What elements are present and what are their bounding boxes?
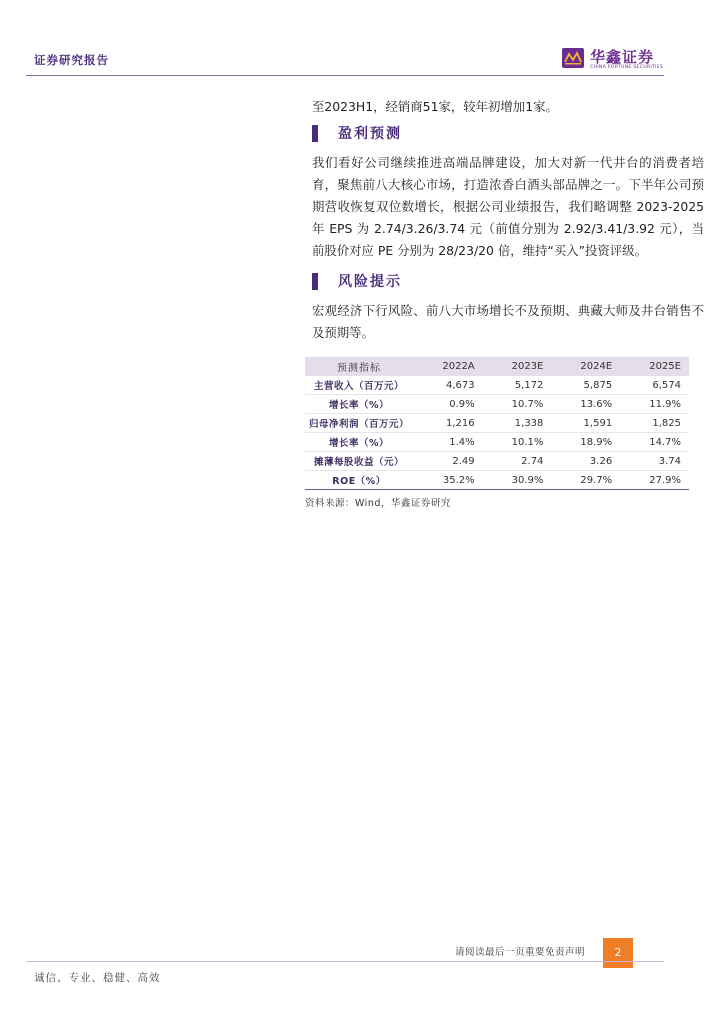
metric-cell: 主营收入（百万元） <box>313 381 404 392</box>
value-cell: 5,875 <box>583 379 613 391</box>
column-header: 2024E <box>580 361 613 372</box>
value-cell: 4,673 <box>446 379 475 391</box>
section-marker-icon <box>312 125 318 142</box>
metric-cell: 归母净利润（百万元） <box>308 419 409 430</box>
value-cell: 0.9% <box>449 398 475 410</box>
table-header-row <box>305 357 689 376</box>
value-cell: 11.9% <box>649 398 681 410</box>
value-cell: 1,591 <box>583 417 613 429</box>
company-logo <box>562 46 672 72</box>
metric-cell: 摊薄每股收益（元） <box>313 457 404 468</box>
value-cell: 14.7% <box>649 436 681 448</box>
metric-cell: ROE（%） <box>332 476 386 487</box>
header-divider <box>26 75 664 76</box>
value-cell: 10.1% <box>511 436 544 448</box>
value-cell: 1,825 <box>652 417 681 429</box>
value-cell: 5,172 <box>514 379 544 391</box>
value-cell: 3.26 <box>589 455 613 467</box>
value-cell: 29.7% <box>580 474 613 486</box>
report-type-label: 证券研究报告 <box>34 53 109 67</box>
column-header: 2023E <box>511 361 544 372</box>
logo-name: 华鑫证券 <box>590 48 655 66</box>
table-row <box>305 452 689 471</box>
forecast-table-container <box>305 357 689 509</box>
value-cell: 13.6% <box>580 398 613 410</box>
value-cell: 18.9% <box>580 436 613 448</box>
value-cell: 2.49 <box>452 455 475 467</box>
section-title: 风险提示 <box>338 274 402 290</box>
risk-paragraph: 宏观经济下行风险、前八大市场增长不及预期、典藏大师及井台销售不及预期等。 <box>312 303 704 340</box>
footer-divider <box>26 961 664 962</box>
intro-paragraph: 至2023H1，经销商51家，较年初增加1家。 <box>312 99 558 114</box>
value-cell: 10.7% <box>511 398 544 410</box>
table-row <box>305 376 689 395</box>
profit-forecast-paragraph: 我们看好公司继续推进高端品牌建设，加大对新一代井台的消费者培育，聚焦前八大核心市场，打造浓香白酒头部品牌之一。下半年公司预期营收恢复双位数增长，根据公司业绩报告，我们略调整 2023-2025 年 EPS 为 2.74/3.26/3.74 元（前值分别为 2.92/3.41/3.92 元），当前股价对应 PE 分别为 28/23/20 倍，维持“买入”投资评级。 <box>312 155 704 258</box>
section-profit-forecast-heading <box>312 122 704 148</box>
logo-mark-icon <box>562 48 584 68</box>
value-cell: 35.2% <box>442 474 475 486</box>
value-cell: 30.9% <box>511 474 544 486</box>
column-header: 预测指标 <box>337 363 381 374</box>
forecast-table <box>305 357 689 490</box>
value-cell: 1.4% <box>449 436 475 448</box>
metric-cell: 增长率（%） <box>328 400 390 411</box>
section-marker-icon <box>312 273 318 290</box>
table-row <box>305 395 689 414</box>
page-number-badge: 2 <box>603 938 633 968</box>
value-cell: 2.74 <box>521 455 544 467</box>
table-row <box>305 471 689 490</box>
metric-cell: 增长率（%） <box>328 438 390 449</box>
logo-english-name: CHINA FORTUNE SECURITIES <box>590 65 664 70</box>
value-cell: 3.74 <box>658 455 681 467</box>
section-risk-heading <box>312 270 704 296</box>
table-row <box>305 414 689 433</box>
value-cell: 1,338 <box>514 417 544 429</box>
disclaimer-link[interactable]: 请阅读最后一页重要免责声明 <box>455 947 586 958</box>
column-header: 2025E <box>649 361 681 372</box>
footer-motto: 诚信、专业、稳健、高效 <box>34 972 161 984</box>
column-header: 2022A <box>442 361 475 372</box>
value-cell: 1,216 <box>446 417 475 429</box>
value-cell: 6,574 <box>652 379 681 391</box>
section-title: 盈利预测 <box>338 126 402 142</box>
table-row <box>305 433 689 452</box>
main-content <box>312 96 704 344</box>
table-source-note: 资料来源：Wind，华鑫证券研究 <box>305 498 451 509</box>
value-cell: 27.9% <box>649 474 681 486</box>
